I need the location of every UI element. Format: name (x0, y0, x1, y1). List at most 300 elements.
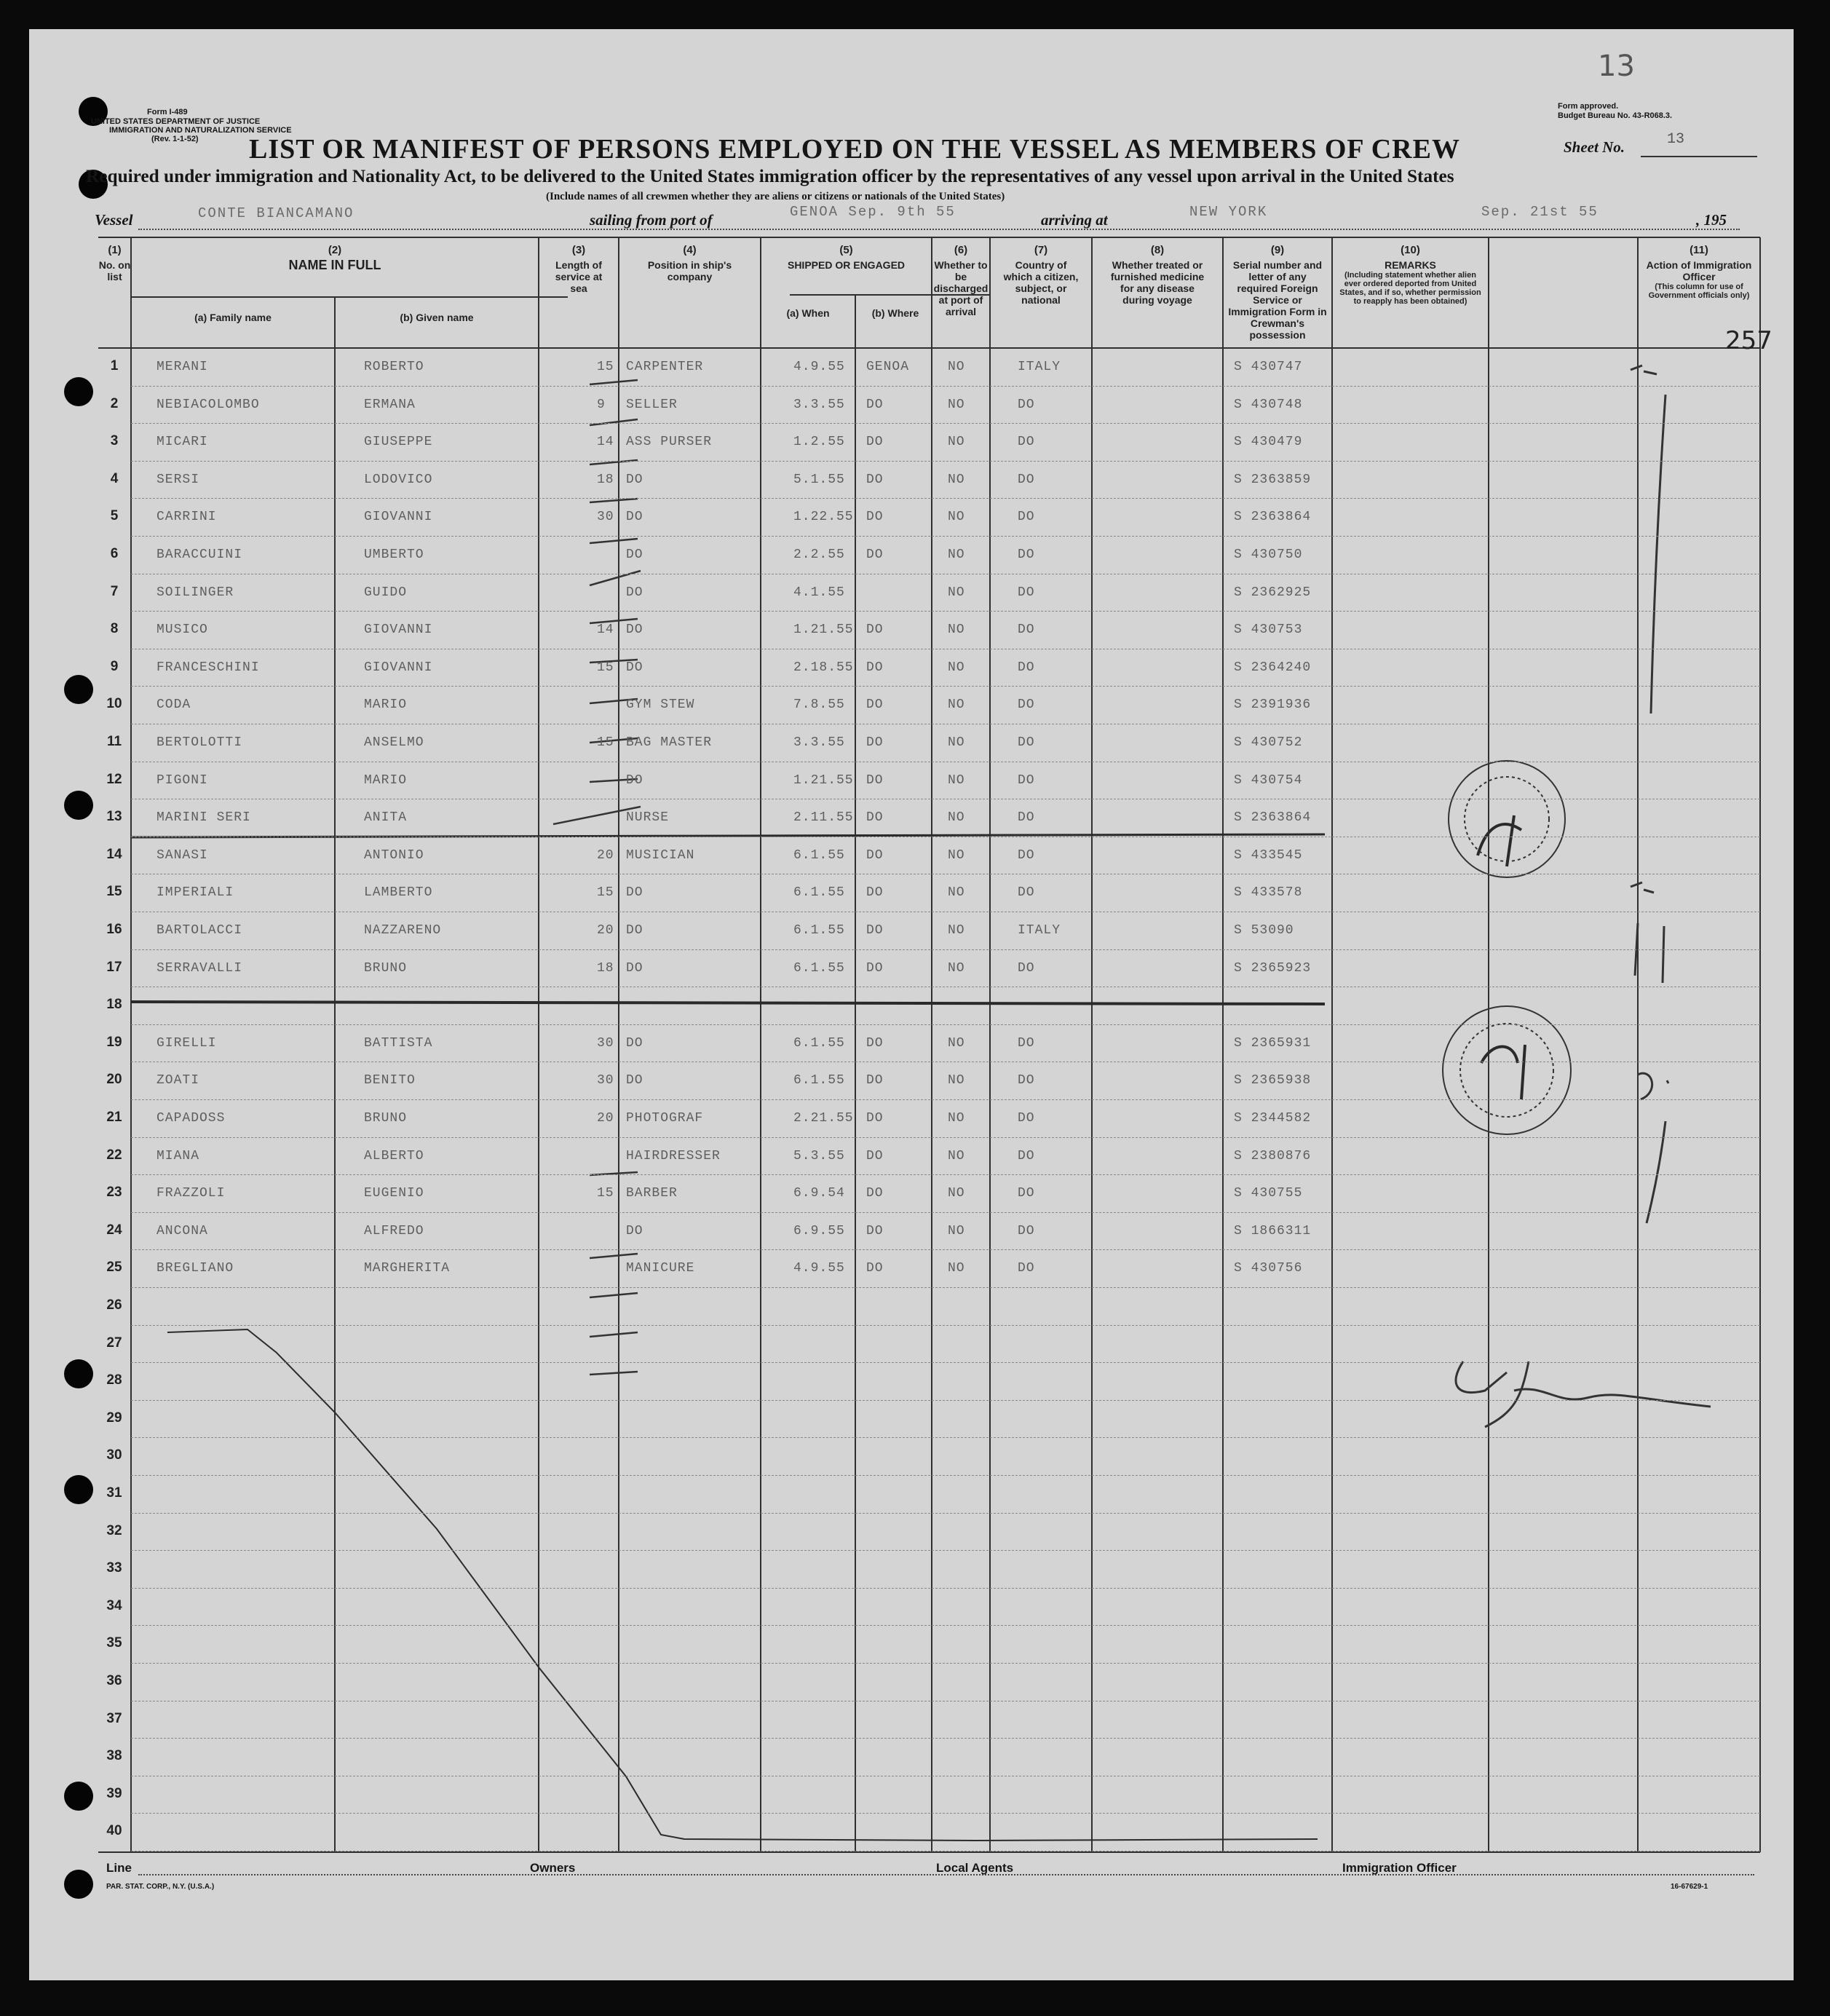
subtitle: Required under immigration and Nationality Act, to be delivered to the United States immigration officer by the representatives of any vessel upon arrival in the United States (86, 166, 1454, 186)
cell-position: DO (626, 585, 643, 600)
cell-when: 6.1.55 (793, 923, 845, 938)
cell-serial: S 430479 (1234, 435, 1303, 450)
cell-when: 4.9.55 (793, 360, 845, 374)
include-note: (Include names of all crewmen whether they are aliens or citizens or nationals of the United States) (546, 191, 1005, 202)
cell-service: 20 (597, 1111, 614, 1126)
cell-family: CODA (157, 697, 191, 713)
cell-position: DO (626, 1223, 643, 1238)
cell-given: ALFREDO (364, 1223, 424, 1238)
row-number: 12 (106, 771, 122, 787)
col-head-when: (a) When (786, 307, 830, 319)
cell-family: SANASI (157, 847, 208, 863)
cell-serial: S 2365923 (1234, 960, 1312, 976)
cell-service: 20 (597, 923, 614, 938)
cell-country: DO (1018, 510, 1035, 525)
cell-family: NEBIACOLOMBO (157, 397, 260, 412)
cell-serial: S 2364240 (1234, 660, 1312, 675)
col-label: Country of which a citizen, subject, or national (1003, 259, 1079, 306)
cell-given: ROBERTO (364, 360, 424, 374)
cell-country: DO (1018, 1186, 1035, 1201)
cell-service: 15 (597, 660, 614, 675)
col-num: (1) (108, 244, 122, 256)
cell-when: 3.3.55 (793, 397, 845, 412)
cell-given: MARGHERITA (364, 1261, 451, 1276)
cell-country: DO (1018, 697, 1035, 713)
cell-family: ZOATI (157, 1073, 200, 1088)
col-label: NAME IN FULL (288, 258, 381, 272)
row-separator (131, 949, 1760, 950)
col-head-no (98, 245, 131, 282)
row-number: 2 (110, 395, 119, 411)
col-label: No. on list (98, 259, 131, 282)
row-separator (131, 1325, 1760, 1326)
row-number: 8 (110, 621, 119, 637)
col-head-shipped (761, 245, 932, 271)
cell-given: GIOVANNI (364, 660, 433, 675)
cell-when: 2.11.55 (793, 810, 854, 826)
cell-family: SERSI (157, 472, 200, 487)
row-number: 4 (110, 470, 119, 486)
row-separator (131, 423, 1760, 424)
printer-imprint: PAR. STAT. CORP., N.Y. (U.S.A.) (106, 1883, 215, 1891)
form-approved: Form approved. (1558, 102, 1619, 111)
cell-serial: S 430755 (1234, 1186, 1303, 1201)
cell-service: 18 (597, 960, 614, 976)
cell-country: DO (1018, 1035, 1035, 1051)
cell-country: DO (1018, 960, 1035, 976)
row-number: 38 (106, 1748, 122, 1764)
cell-where: DO (866, 660, 884, 675)
row-separator (131, 1513, 1760, 1514)
col-head-remarks (1332, 245, 1489, 306)
cell-position: DO (626, 960, 643, 976)
col-label: Serial number and letter of any required Foreign Service or Immigration Form in Crewman's possession (1228, 259, 1327, 341)
cell-given: NAZZARENO (364, 923, 442, 938)
col-head-action (1638, 245, 1760, 300)
cell-where: DO (866, 622, 884, 638)
col-num: (7) (1034, 244, 1048, 256)
cell-discharge: NO (948, 472, 965, 487)
cell-given: ANITA (364, 810, 408, 826)
cell-given: UMBERTO (364, 548, 424, 562)
cell-country: DO (1018, 1223, 1035, 1238)
row-separator (131, 1287, 1760, 1288)
arriving-label: arriving at (1041, 211, 1108, 229)
cell-when: 4.1.55 (793, 585, 845, 600)
row-number: 37 (106, 1710, 122, 1726)
cell-service: 15 (597, 735, 614, 750)
cell-position: DO (626, 772, 643, 788)
cell-given: BRUNO (364, 1111, 408, 1126)
cell-given: GIOVANNI (364, 622, 433, 638)
cell-discharge: NO (948, 435, 965, 450)
cell-discharge: NO (948, 585, 965, 600)
service: IMMIGRATION AND NATURALIZATION SERVICE (109, 126, 292, 135)
col-note: (Including statement whether alien ever ordered deported from United States, and if so, whether permission to reapply has been obtained) (1339, 271, 1481, 306)
cell-position: MUSICIAN (626, 847, 695, 863)
cell-where: DO (866, 435, 884, 450)
vessel-name: CONTE BIANCAMANO (198, 205, 354, 221)
sailing-port: GENOA Sep. 9th 55 (790, 204, 956, 220)
row-number: 3 (110, 433, 119, 449)
cell-family: MICARI (157, 435, 208, 450)
page-title: LIST OR MANIFEST OF PERSONS EMPLOYED ON THE VESSEL AS MEMBERS OF CREW (249, 134, 1460, 165)
cell-serial: S 430756 (1234, 1261, 1303, 1276)
cell-position: DO (626, 510, 643, 525)
cell-given: MARIO (364, 697, 408, 713)
cell-given: ERMANA (364, 397, 416, 412)
cell-given: BATTISTA (364, 1035, 433, 1051)
row-separator (131, 1663, 1760, 1664)
cell-country: ITALY (1018, 360, 1061, 374)
cell-position: BAG MASTER (626, 735, 713, 750)
cell-given: GIUSEPPE (364, 435, 433, 450)
col-label: Whether to be discharged at port of arrival (933, 259, 989, 317)
row-number: 27 (106, 1335, 122, 1351)
col-label: SHIPPED OR ENGAGED (787, 259, 906, 271)
cell-when: 1.21.55 (793, 622, 854, 638)
row-number: 23 (106, 1185, 122, 1201)
cell-where: DO (866, 810, 884, 826)
cell-service: 30 (597, 1073, 614, 1088)
col-head-family: (a) Family name (194, 312, 272, 323)
cell-serial: S 2391936 (1234, 697, 1312, 713)
row-number: 36 (106, 1673, 122, 1688)
cell-given: LAMBERTO (364, 885, 433, 901)
cell-family: GIRELLI (157, 1035, 217, 1051)
arriving-port: NEW YORK (1189, 204, 1268, 220)
cell-where: DO (866, 923, 884, 938)
cell-family: SOILINGER (157, 585, 234, 600)
cell-where: DO (866, 548, 884, 562)
cell-given: BENITO (364, 1073, 416, 1088)
cell-discharge: NO (948, 772, 965, 788)
cell-discharge: NO (948, 885, 965, 901)
row-number: 35 (106, 1635, 122, 1651)
row-number: 17 (106, 959, 122, 975)
row-number: 31 (106, 1485, 122, 1501)
cell-serial: S 430753 (1234, 622, 1303, 638)
cell-when: 2.2.55 (793, 548, 845, 562)
cell-family: BARACCUINI (157, 548, 243, 562)
row-separator (131, 1362, 1760, 1363)
cell-discharge: NO (948, 360, 965, 374)
cell-discharge: NO (948, 923, 965, 938)
cell-when: 6.9.54 (793, 1186, 845, 1201)
cell-position: DO (626, 923, 643, 938)
cell-serial: S 53090 (1234, 923, 1294, 938)
vessel-label: Vessel (95, 211, 133, 229)
cell-service: 18 (597, 472, 614, 487)
cell-when: 2.21.55 (793, 1111, 854, 1126)
cell-service: 15 (597, 885, 614, 901)
col-num: (6) (954, 244, 968, 256)
manifest-sheet (29, 29, 1794, 1980)
row-number: 11 (106, 734, 122, 749)
col-head-serial (1223, 245, 1332, 341)
cell-serial: S 2380876 (1234, 1148, 1312, 1163)
cell-service: 20 (597, 847, 614, 863)
row-separator (131, 611, 1760, 612)
cell-family: MERANI (157, 360, 208, 374)
cell-when: 3.3.55 (793, 735, 845, 750)
col-head-medicine (1092, 245, 1223, 306)
row-number: 30 (106, 1447, 122, 1463)
cell-discharge: NO (948, 622, 965, 638)
cell-position: NURSE (626, 810, 670, 826)
cell-given: GIOVANNI (364, 510, 433, 525)
cell-country: ITALY (1018, 923, 1061, 938)
row-separator (131, 1174, 1760, 1175)
cell-when: 1.2.55 (793, 435, 845, 450)
year-label: , 195 (1696, 211, 1727, 229)
col-num: (3) (571, 244, 586, 256)
cell-country: DO (1018, 1261, 1035, 1276)
row-number: 22 (106, 1147, 122, 1163)
cell-position: BARBER (626, 1186, 678, 1201)
cell-given: ANSELMO (364, 735, 424, 750)
col-head-service (539, 245, 619, 294)
row-separator (131, 461, 1760, 462)
cell-country: DO (1018, 847, 1035, 863)
cell-service: 15 (597, 1186, 614, 1201)
cell-serial: S 2363859 (1234, 472, 1312, 487)
cell-discharge: NO (948, 1148, 965, 1163)
cell-when: 6.1.55 (793, 960, 845, 976)
row-number: 39 (106, 1785, 122, 1801)
cell-when: 6.1.55 (793, 847, 845, 863)
col-num: (4) (683, 244, 697, 256)
cell-service: 30 (597, 510, 614, 525)
cell-where: DO (866, 1035, 884, 1051)
col-num: (8) (1150, 244, 1165, 256)
cell-discharge: NO (948, 697, 965, 713)
cell-when: 6.9.55 (793, 1223, 845, 1238)
cell-country: DO (1018, 472, 1035, 487)
cell-where: GENOA (866, 360, 910, 374)
cell-discharge: NO (948, 735, 965, 750)
cell-discharge: NO (948, 548, 965, 562)
col-label: Length of service at sea (555, 259, 603, 294)
cell-discharge: NO (948, 510, 965, 525)
cell-position: PHOTOGRAF (626, 1111, 704, 1126)
cell-when: 6.1.55 (793, 1035, 845, 1051)
footer-line-label: Line (106, 1861, 132, 1875)
cell-where: DO (866, 397, 884, 412)
cell-serial: S 2365931 (1234, 1035, 1312, 1051)
cell-family: IMPERIALI (157, 885, 234, 901)
form-code: 16-67629-1 (1671, 1883, 1708, 1891)
cell-serial: S 2365938 (1234, 1073, 1312, 1088)
cell-where: DO (866, 1111, 884, 1126)
cell-service: 9 (597, 397, 606, 412)
cell-given: ANTONIO (364, 847, 424, 863)
row-number: 20 (106, 1072, 122, 1088)
cell-country: DO (1018, 1073, 1035, 1088)
row-number: 29 (106, 1410, 122, 1426)
col-label: Whether treated or furnished medicine for any disease during voyage (1110, 259, 1205, 306)
row-separator (131, 536, 1760, 537)
row-number: 15 (106, 884, 122, 900)
row-separator (131, 1738, 1760, 1739)
revision: (Rev. 1-1-52) (151, 135, 199, 143)
cell-serial: S 2344582 (1234, 1111, 1312, 1126)
footer-officer-label: Immigration Officer (1342, 1861, 1457, 1875)
cell-serial: S 430747 (1234, 360, 1303, 374)
row-separator (131, 1475, 1760, 1476)
cell-serial: S 2362925 (1234, 585, 1312, 600)
col-note: (This column for use of Government officials only) (1648, 282, 1750, 300)
cell-country: DO (1018, 585, 1035, 600)
cell-position: CARPENTER (626, 360, 704, 374)
cell-given: ALBERTO (364, 1148, 424, 1163)
sheet-number: 13 (1667, 131, 1685, 148)
cell-where: DO (866, 735, 884, 750)
row-number: 14 (106, 846, 122, 862)
cell-discharge: NO (948, 810, 965, 826)
cell-where: DO (866, 472, 884, 487)
cell-position: DO (626, 1073, 643, 1088)
cell-where: DO (866, 510, 884, 525)
cell-serial: S 2363864 (1234, 510, 1312, 525)
row-separator (131, 1024, 1760, 1025)
cell-given: EUGENIO (364, 1186, 424, 1201)
cell-discharge: NO (948, 1035, 965, 1051)
footer-rule (138, 1874, 1754, 1875)
cell-position: DO (626, 885, 643, 901)
row-separator (131, 386, 1760, 387)
row-separator (131, 1588, 1760, 1589)
row-number: 6 (110, 546, 119, 561)
cell-serial: S 1866311 (1234, 1223, 1312, 1238)
cell-family: CARRINI (157, 510, 217, 525)
row-number: 5 (110, 508, 119, 524)
cell-where: DO (866, 1186, 884, 1201)
cell-discharge: NO (948, 960, 965, 976)
cell-country: DO (1018, 397, 1035, 412)
cell-serial: S 2363864 (1234, 810, 1312, 826)
row-separator (131, 1212, 1760, 1213)
col-num: (11) (1690, 244, 1708, 256)
cell-position: DO (626, 1035, 643, 1051)
row-separator (131, 1137, 1760, 1138)
cell-when: 5.3.55 (793, 1148, 845, 1163)
row-number: 40 (106, 1823, 122, 1839)
cell-where: DO (866, 772, 884, 788)
cell-family: MUSICO (157, 622, 208, 638)
cell-when: 6.1.55 (793, 1073, 845, 1088)
cell-where: DO (866, 1261, 884, 1276)
cell-family: BARTOLACCI (157, 923, 243, 938)
cell-serial: S 433545 (1234, 847, 1303, 863)
arrival-date: Sep. 21st 55 (1481, 204, 1599, 220)
cell-discharge: NO (948, 1073, 965, 1088)
cell-when: 6.1.55 (793, 885, 845, 901)
cell-serial: S 430748 (1234, 397, 1303, 412)
cell-family: SERRAVALLI (157, 960, 243, 976)
row-number: 19 (106, 1034, 122, 1050)
cell-where: DO (866, 847, 884, 863)
cell-country: DO (1018, 660, 1035, 675)
cell-where: DO (866, 960, 884, 976)
row-separator (131, 498, 1760, 499)
row-number: 33 (106, 1560, 122, 1576)
cell-serial: S 430752 (1234, 735, 1303, 750)
cell-when: 4.9.55 (793, 1261, 845, 1276)
row-separator (131, 1437, 1760, 1438)
cell-family: MIANA (157, 1148, 200, 1163)
cell-country: DO (1018, 622, 1035, 638)
cell-family: FRAZZOLI (157, 1186, 226, 1201)
col-label: Position in ship's company (647, 259, 732, 282)
budget-bureau: Budget Bureau No. 43-R068.3. (1558, 111, 1673, 120)
col-head-position (619, 245, 761, 282)
page-mark: 13 (1598, 50, 1635, 83)
cell-service: 30 (597, 1035, 614, 1051)
department: UNITED STATES DEPARTMENT OF JUSTICE (91, 117, 261, 126)
cell-position: SELLER (626, 397, 678, 412)
cell-serial: S 433578 (1234, 885, 1303, 901)
cell-where: DO (866, 1148, 884, 1163)
cell-family: ANCONA (157, 1223, 208, 1238)
cell-discharge: NO (948, 1111, 965, 1126)
cell-when: 1.21.55 (793, 772, 854, 788)
row-separator (131, 1550, 1760, 1551)
cell-position: GYM STEW (626, 697, 695, 713)
cell-where: DO (866, 1223, 884, 1238)
cell-country: DO (1018, 435, 1035, 450)
cell-country: DO (1018, 1148, 1035, 1163)
cell-when: 2.18.55 (793, 660, 854, 675)
cell-country: DO (1018, 1111, 1035, 1126)
col-label: Action of Immigration Officer (1646, 259, 1752, 282)
col-num: (9) (1270, 244, 1285, 256)
row-separator (131, 1625, 1760, 1626)
row-separator (131, 1400, 1760, 1401)
row-number: 25 (106, 1260, 122, 1276)
cell-serial: S 430750 (1234, 548, 1303, 562)
row-number: 26 (106, 1297, 122, 1313)
row-number: 10 (106, 696, 122, 712)
cell-country: DO (1018, 772, 1035, 788)
footer-agents-label: Local Agents (936, 1861, 1014, 1875)
cell-country: DO (1018, 885, 1035, 901)
row-separator (131, 1099, 1760, 1100)
cell-country: DO (1018, 548, 1035, 562)
cell-position: HAIRDRESSER (626, 1148, 721, 1163)
cell-position: ASS PURSER (626, 435, 713, 450)
row-number: 34 (106, 1597, 122, 1613)
col-num: (5) (839, 244, 853, 256)
sheet-label: Sheet No. (1564, 138, 1625, 156)
row-number: 1 (110, 358, 119, 373)
form-number: Form I-489 (147, 108, 188, 116)
row-number: 32 (106, 1522, 122, 1538)
cell-position: DO (626, 548, 643, 562)
cell-discharge: NO (948, 397, 965, 412)
cell-family: PIGONI (157, 772, 208, 788)
cell-serial: S 430754 (1234, 772, 1303, 788)
cell-family: BERTOLOTTI (157, 735, 243, 750)
cell-given: BRUNO (364, 960, 408, 976)
row-number: 7 (110, 583, 119, 599)
col-label: REMARKS (1385, 259, 1436, 271)
cell-discharge: NO (948, 1186, 965, 1201)
cell-service: 15 (597, 360, 614, 374)
cell-discharge: NO (948, 1223, 965, 1238)
row-number: 21 (106, 1110, 122, 1125)
row-number: 28 (106, 1372, 122, 1388)
